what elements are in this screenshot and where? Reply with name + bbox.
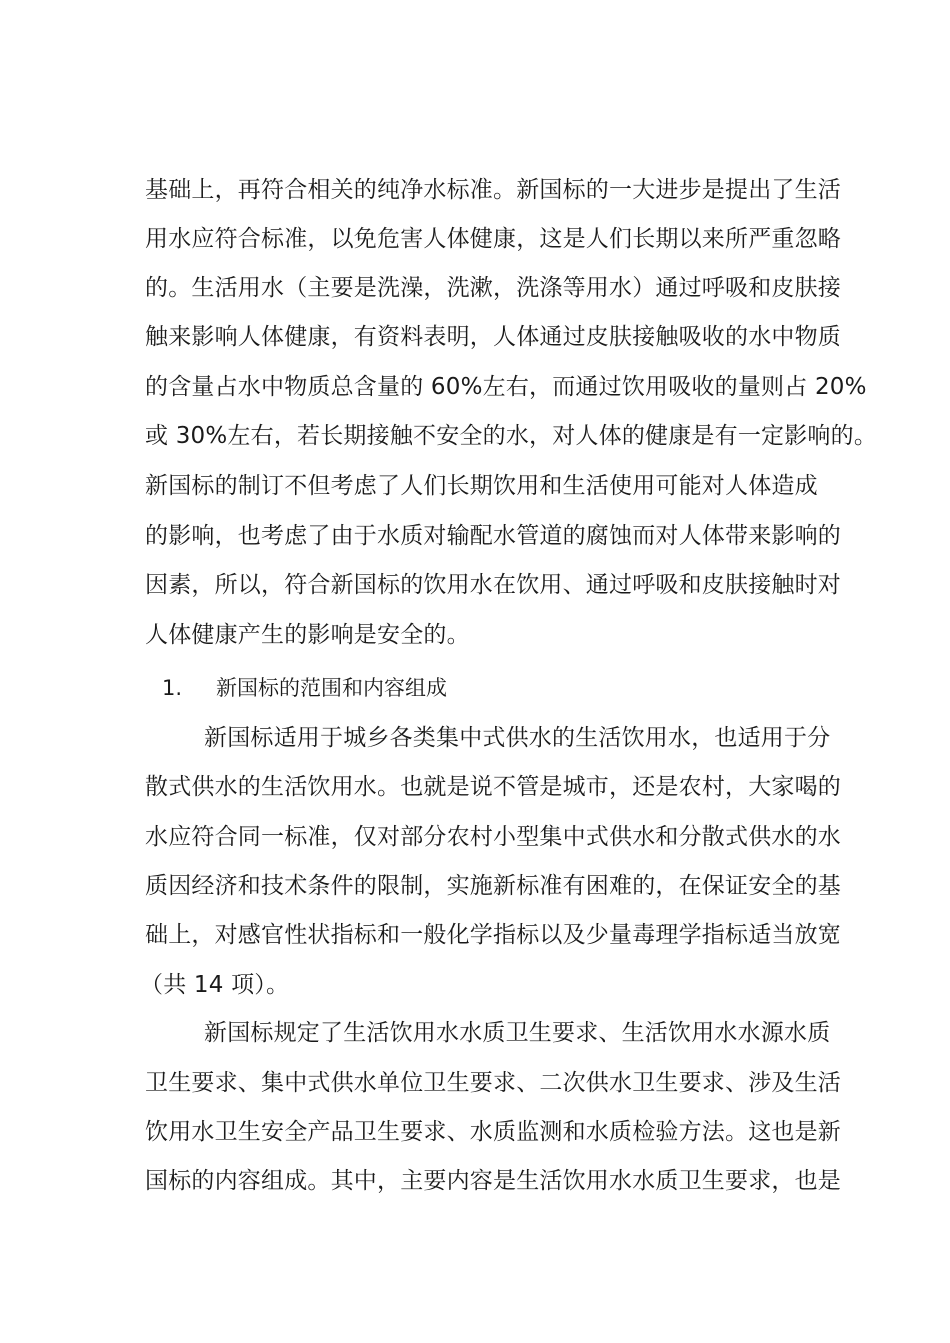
text-line: 人体健康产生的影响是安全的。 xyxy=(145,622,470,648)
text-line: 的。生活用水（主要是洗澡，洗漱，洗涤等用水）通过呼吸和皮肤接 xyxy=(145,275,841,301)
text-line: 卫生要求、集中式供水单位卫生要求、二次供水卫生要求、涉及生活 xyxy=(145,1070,841,1096)
text-line: 新国标适用于城乡各类集中式供水的生活饮用水，也适用于分 xyxy=(204,725,831,751)
text-line: 的含量占水中物质总含量的 60%左右，而通过饮用吸收的量则占 20% xyxy=(145,374,867,400)
text-line: 因素，所以，符合新国标的饮用水在饮用、通过呼吸和皮肤接触时对 xyxy=(145,572,841,598)
section-title: 新国标的范围和内容组成 xyxy=(216,676,447,700)
text-line: 饮用水卫生安全产品卫生要求、水质监测和水质检验方法。这也是新 xyxy=(145,1119,841,1145)
text-line: 散式供水的生活饮用水。也就是说不管是城市，还是农村，大家喝的 xyxy=(145,774,841,800)
text-line: 触来影响人体健康，有资料表明，人体通过皮肤接触吸收的水中物质 xyxy=(145,324,841,350)
text-line: 水应符合同一标准，仅对部分农村小型集中式供水和分散式供水的水 xyxy=(145,824,841,850)
text-line: （共 14 项）。 xyxy=(140,972,290,998)
text-line: 础上，对感官性状指标和一般化学指标以及少量毒理学指标适当放宽 xyxy=(145,922,841,948)
text-line: 用水应符合标准，以免危害人体健康，这是人们长期以来所严重忽略 xyxy=(145,226,841,252)
text-line: 国标的内容组成。其中，主要内容是生活饮用水水质卫生要求，也是 xyxy=(145,1168,841,1194)
text-line: 质因经济和技术条件的限制，实施新标准有困难的，在保证安全的基 xyxy=(145,873,841,899)
text-line: 新国标的制订不但考虑了人们长期饮用和生活使用可能对人体造成 xyxy=(145,473,818,499)
text-line: 基础上，再符合相关的纯净水标准。新国标的一大进步是提出了生活 xyxy=(145,177,841,203)
text-line: 新国标规定了生活饮用水水质卫生要求、生活饮用水水源水质 xyxy=(204,1020,831,1046)
text-line: 或 30%左右，若长期接触不安全的水，对人体的健康是有一定影响的。 xyxy=(145,423,878,449)
section-number: 1. xyxy=(162,676,183,700)
text-line: 的影响，也考虑了由于水质对输配水管道的腐蚀而对人体带来影响的 xyxy=(145,523,841,549)
